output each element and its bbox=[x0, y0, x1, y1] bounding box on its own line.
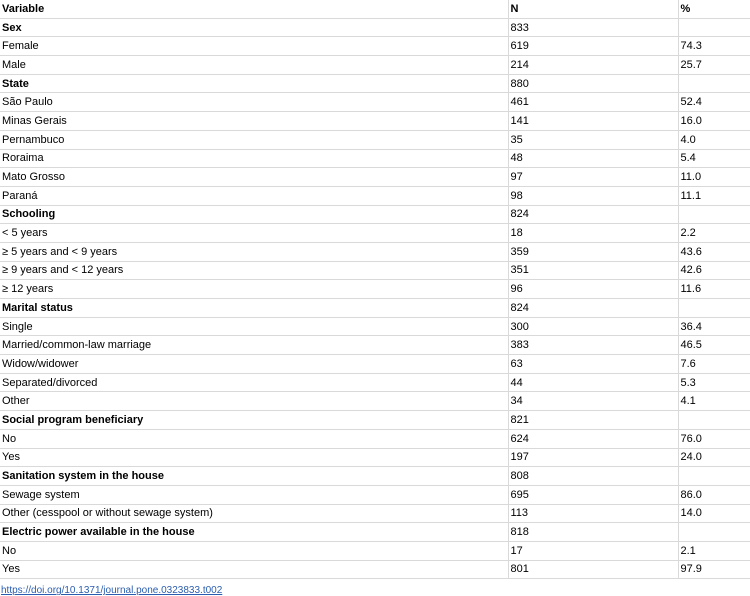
section-row bbox=[0, 18, 750, 37]
cell-percent bbox=[678, 18, 750, 37]
table-row bbox=[0, 168, 750, 187]
cell-n: 35 bbox=[508, 130, 678, 149]
table-row bbox=[0, 149, 750, 168]
cell-n: 824 bbox=[508, 205, 678, 224]
section-row bbox=[0, 205, 750, 224]
cell-n: 18 bbox=[508, 224, 678, 243]
cell-variable: São Paulo bbox=[0, 93, 508, 112]
table-row bbox=[0, 56, 750, 75]
table-body bbox=[0, 18, 750, 579]
cell-percent bbox=[678, 523, 750, 542]
cell-percent: 7.6 bbox=[678, 355, 750, 374]
cell-variable: ≥ 12 years bbox=[0, 280, 508, 299]
cell-variable: ≥ 5 years and < 9 years bbox=[0, 242, 508, 261]
table-row bbox=[0, 242, 750, 261]
cell-percent bbox=[678, 299, 750, 318]
cell-n: 818 bbox=[508, 523, 678, 542]
cell-variable: ≥ 9 years and < 12 years bbox=[0, 261, 508, 280]
cell-percent bbox=[678, 205, 750, 224]
table-row bbox=[0, 448, 750, 467]
cell-n: 624 bbox=[508, 429, 678, 448]
cell-n: 141 bbox=[508, 112, 678, 131]
column-header-variable: Variable bbox=[0, 0, 508, 18]
cell-variable: Single bbox=[0, 317, 508, 336]
cell-variable: Minas Gerais bbox=[0, 112, 508, 131]
cell-variable: Pernambuco bbox=[0, 130, 508, 149]
cell-n: 96 bbox=[508, 280, 678, 299]
cell-percent bbox=[678, 411, 750, 430]
table-row bbox=[0, 541, 750, 560]
cell-n: 98 bbox=[508, 186, 678, 205]
cell-variable: Separated/divorced bbox=[0, 373, 508, 392]
column-header-percent: % bbox=[678, 0, 750, 18]
cell-percent: 14.0 bbox=[678, 504, 750, 523]
table-row bbox=[0, 355, 750, 374]
table-row bbox=[0, 130, 750, 149]
cell-percent: 25.7 bbox=[678, 56, 750, 75]
table-row bbox=[0, 186, 750, 205]
cell-percent: 5.4 bbox=[678, 149, 750, 168]
cell-percent: 86.0 bbox=[678, 485, 750, 504]
cell-variable: No bbox=[0, 429, 508, 448]
column-header-n: N bbox=[508, 0, 678, 18]
table-row bbox=[0, 560, 750, 579]
cell-variable: Yes bbox=[0, 448, 508, 467]
table-row bbox=[0, 317, 750, 336]
table-row bbox=[0, 280, 750, 299]
cell-variable: Marital status bbox=[0, 299, 508, 318]
section-row bbox=[0, 74, 750, 93]
cell-variable: Sewage system bbox=[0, 485, 508, 504]
cell-percent: 76.0 bbox=[678, 429, 750, 448]
cell-percent: 2.1 bbox=[678, 541, 750, 560]
cell-percent: 11.6 bbox=[678, 280, 750, 299]
table-row bbox=[0, 336, 750, 355]
cell-variable: State bbox=[0, 74, 508, 93]
cell-percent: 2.2 bbox=[678, 224, 750, 243]
section-row bbox=[0, 523, 750, 542]
cell-n: 197 bbox=[508, 448, 678, 467]
cell-n: 824 bbox=[508, 299, 678, 318]
cell-variable: Social program beneficiary bbox=[0, 411, 508, 430]
table-row bbox=[0, 504, 750, 523]
cell-variable: Male bbox=[0, 56, 508, 75]
cell-percent: 11.0 bbox=[678, 168, 750, 187]
section-row bbox=[0, 467, 750, 486]
cell-n: 300 bbox=[508, 317, 678, 336]
doi-link[interactable]: https://doi.org/10.1371/journal.pone.0323833.t002 bbox=[1, 585, 223, 596]
cell-n: 63 bbox=[508, 355, 678, 374]
table-row bbox=[0, 392, 750, 411]
cell-percent: 74.3 bbox=[678, 37, 750, 56]
cell-n: 351 bbox=[508, 261, 678, 280]
cell-n: 695 bbox=[508, 485, 678, 504]
table-row bbox=[0, 429, 750, 448]
cell-n: 48 bbox=[508, 149, 678, 168]
header-row bbox=[0, 0, 750, 18]
table-row bbox=[0, 112, 750, 131]
cell-variable: Sanitation system in the house bbox=[0, 467, 508, 486]
cell-n: 801 bbox=[508, 560, 678, 579]
cell-n: 44 bbox=[508, 373, 678, 392]
cell-variable: Other (cesspool or without sewage system) bbox=[0, 504, 508, 523]
cell-percent: 4.0 bbox=[678, 130, 750, 149]
cell-percent: 11.1 bbox=[678, 186, 750, 205]
section-row bbox=[0, 411, 750, 430]
cell-n: 833 bbox=[508, 18, 678, 37]
cell-variable: Yes bbox=[0, 560, 508, 579]
cell-variable: Roraima bbox=[0, 149, 508, 168]
cell-percent: 24.0 bbox=[678, 448, 750, 467]
table-row bbox=[0, 93, 750, 112]
cell-variable: Electric power available in the house bbox=[0, 523, 508, 542]
cell-percent: 16.0 bbox=[678, 112, 750, 131]
table-row bbox=[0, 485, 750, 504]
cell-variable: Paraná bbox=[0, 186, 508, 205]
cell-variable: Widow/widower bbox=[0, 355, 508, 374]
cell-n: 359 bbox=[508, 242, 678, 261]
cell-variable: No bbox=[0, 541, 508, 560]
cell-percent: 46.5 bbox=[678, 336, 750, 355]
cell-n: 214 bbox=[508, 56, 678, 75]
cell-percent: 4.1 bbox=[678, 392, 750, 411]
cell-percent: 5.3 bbox=[678, 373, 750, 392]
cell-n: 808 bbox=[508, 467, 678, 486]
cell-percent: 42.6 bbox=[678, 261, 750, 280]
cell-n: 821 bbox=[508, 411, 678, 430]
cell-n: 880 bbox=[508, 74, 678, 93]
cell-variable: Other bbox=[0, 392, 508, 411]
cell-variable: Sex bbox=[0, 18, 508, 37]
cell-percent bbox=[678, 74, 750, 93]
table-row bbox=[0, 37, 750, 56]
section-row bbox=[0, 299, 750, 318]
cell-n: 383 bbox=[508, 336, 678, 355]
cell-n: 17 bbox=[508, 541, 678, 560]
cell-variable: < 5 years bbox=[0, 224, 508, 243]
cell-percent bbox=[678, 467, 750, 486]
cell-percent: 97.9 bbox=[678, 560, 750, 579]
cell-n: 619 bbox=[508, 37, 678, 56]
table-row bbox=[0, 261, 750, 280]
cell-percent: 36.4 bbox=[678, 317, 750, 336]
cell-n: 113 bbox=[508, 504, 678, 523]
table-row bbox=[0, 373, 750, 392]
cell-variable: Mato Grosso bbox=[0, 168, 508, 187]
cell-n: 97 bbox=[508, 168, 678, 187]
cell-variable: Schooling bbox=[0, 205, 508, 224]
cell-variable: Female bbox=[0, 37, 508, 56]
cell-percent: 52.4 bbox=[678, 93, 750, 112]
cell-percent: 43.6 bbox=[678, 242, 750, 261]
table-row bbox=[0, 224, 750, 243]
cell-n: 34 bbox=[508, 392, 678, 411]
cell-n: 461 bbox=[508, 93, 678, 112]
cell-variable: Married/common-law marriage bbox=[0, 336, 508, 355]
